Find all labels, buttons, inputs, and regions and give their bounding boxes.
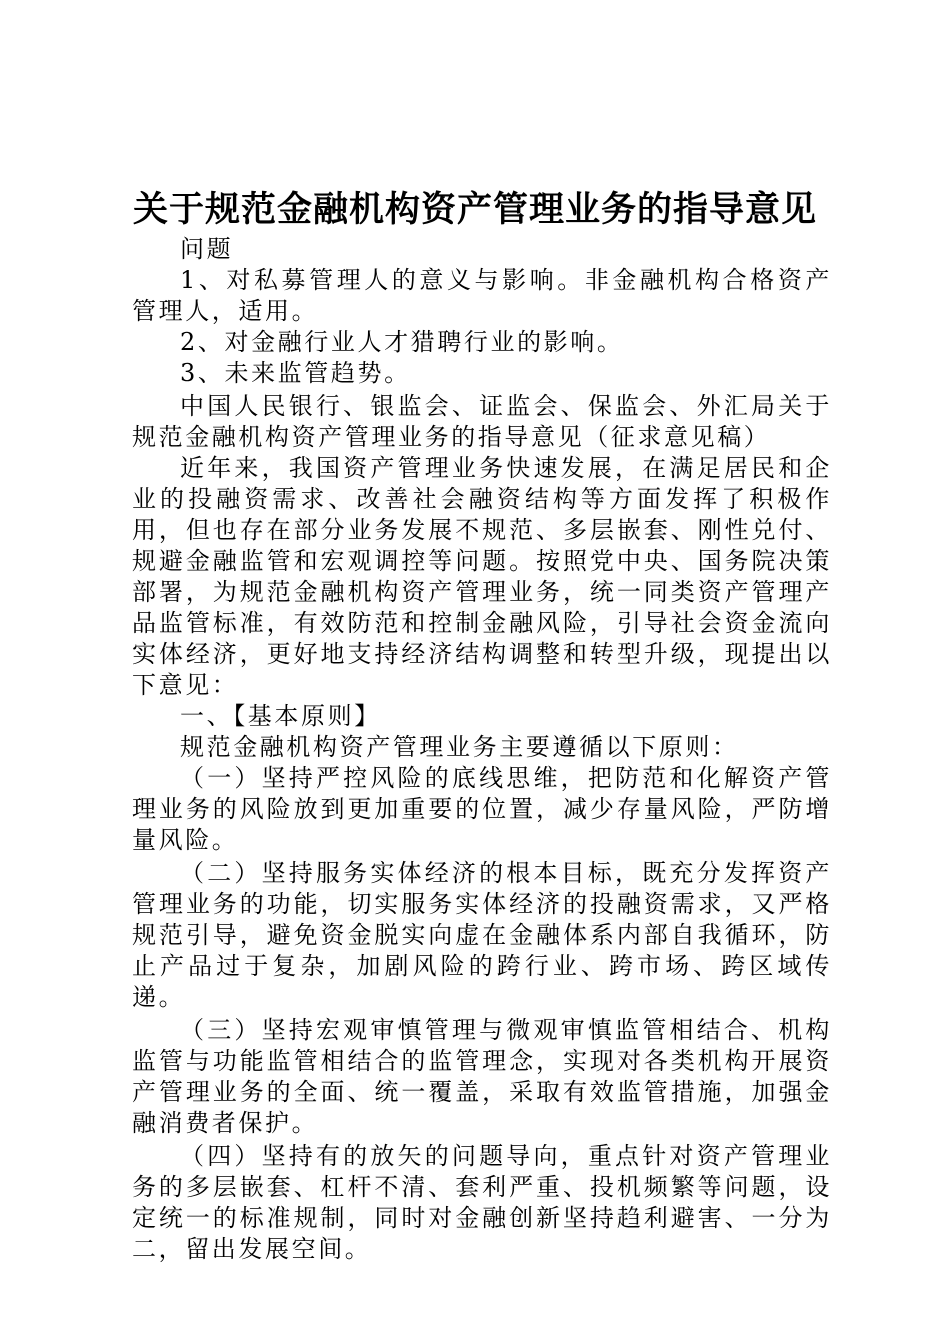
paragraph-item-2: 2、对金融行业人才猎聘行业的影响。 — [180, 328, 624, 356]
section-heading-basic-principles: 一、【基本原则】 — [180, 702, 381, 730]
paragraph-item-1: 1、对私募管理人的意义与影响。非金融机构合格资产管理人，适用。 — [132, 266, 832, 325]
paragraph-principles-lead: 规范金融机构资产管理业务主要遵循以下原则： — [180, 733, 739, 761]
document-body — [132, 234, 832, 1265]
paragraph-question-heading: 问题 — [180, 235, 234, 263]
principle-2: （二）坚持服务实体经济的根本目标，既充分发挥资产管理业务的功能，切实服务实体经济的投融资需求，又严格规范引导，避免资金脱实向虚在金融体系内部自我循环，防止产品过于复杂，加剧风险的跨行业、跨市场、跨区域传递。 — [132, 859, 832, 1011]
paragraph-intro: 近年来，我国资产管理业务快速发展，在满足居民和企业的投融资需求、改善社会融资结构等方面发挥了积极作用，但也存在部分业务发展不规范、多层嵌套、刚性兑付、规避金融监管和宏观调控等问题。按照党中央、国务院决策部署，为规范金融机构资产管理业务，统一同类资产管理产品监管标准，有效防范和控制金融风险，引导社会资金流向实体经济，更好地支持经济结构调整和转型升级，现提出以下意见： — [132, 454, 832, 699]
paragraph-issuer-heading: 中国人民银行、银监会、证监会、保监会、外汇局关于规范金融机构资产管理业务的指导意见（征求意见稿） — [132, 392, 832, 451]
document-title: 关于规范金融机构资产管理业务的指导意见 — [132, 189, 817, 230]
principle-3: （三）坚持宏观审慎管理与微观审慎监管相结合、机构监管与功能监管相结合的监管理念，实现对各类机构开展资产管理业务的全面、统一覆盖，采取有效监管措施，加强金融消费者保护。 — [132, 1016, 832, 1137]
paragraph-item-3: 3、未来监管趋势。 — [180, 359, 411, 387]
principle-4: （四）坚持有的放矢的问题导向，重点针对资产管理业务的多层嵌套、杠杆不清、套利严重、投机频繁等问题，设定统一的标准规制，同时对金融创新坚持趋利避害、一分为二，留出发展空间。 — [132, 1142, 832, 1263]
principle-1: （一）坚持严控风险的底线思维，把防范和化解资产管理业务的风险放到更加重要的位置，减少存量风险，严防增量风险。 — [132, 764, 832, 854]
